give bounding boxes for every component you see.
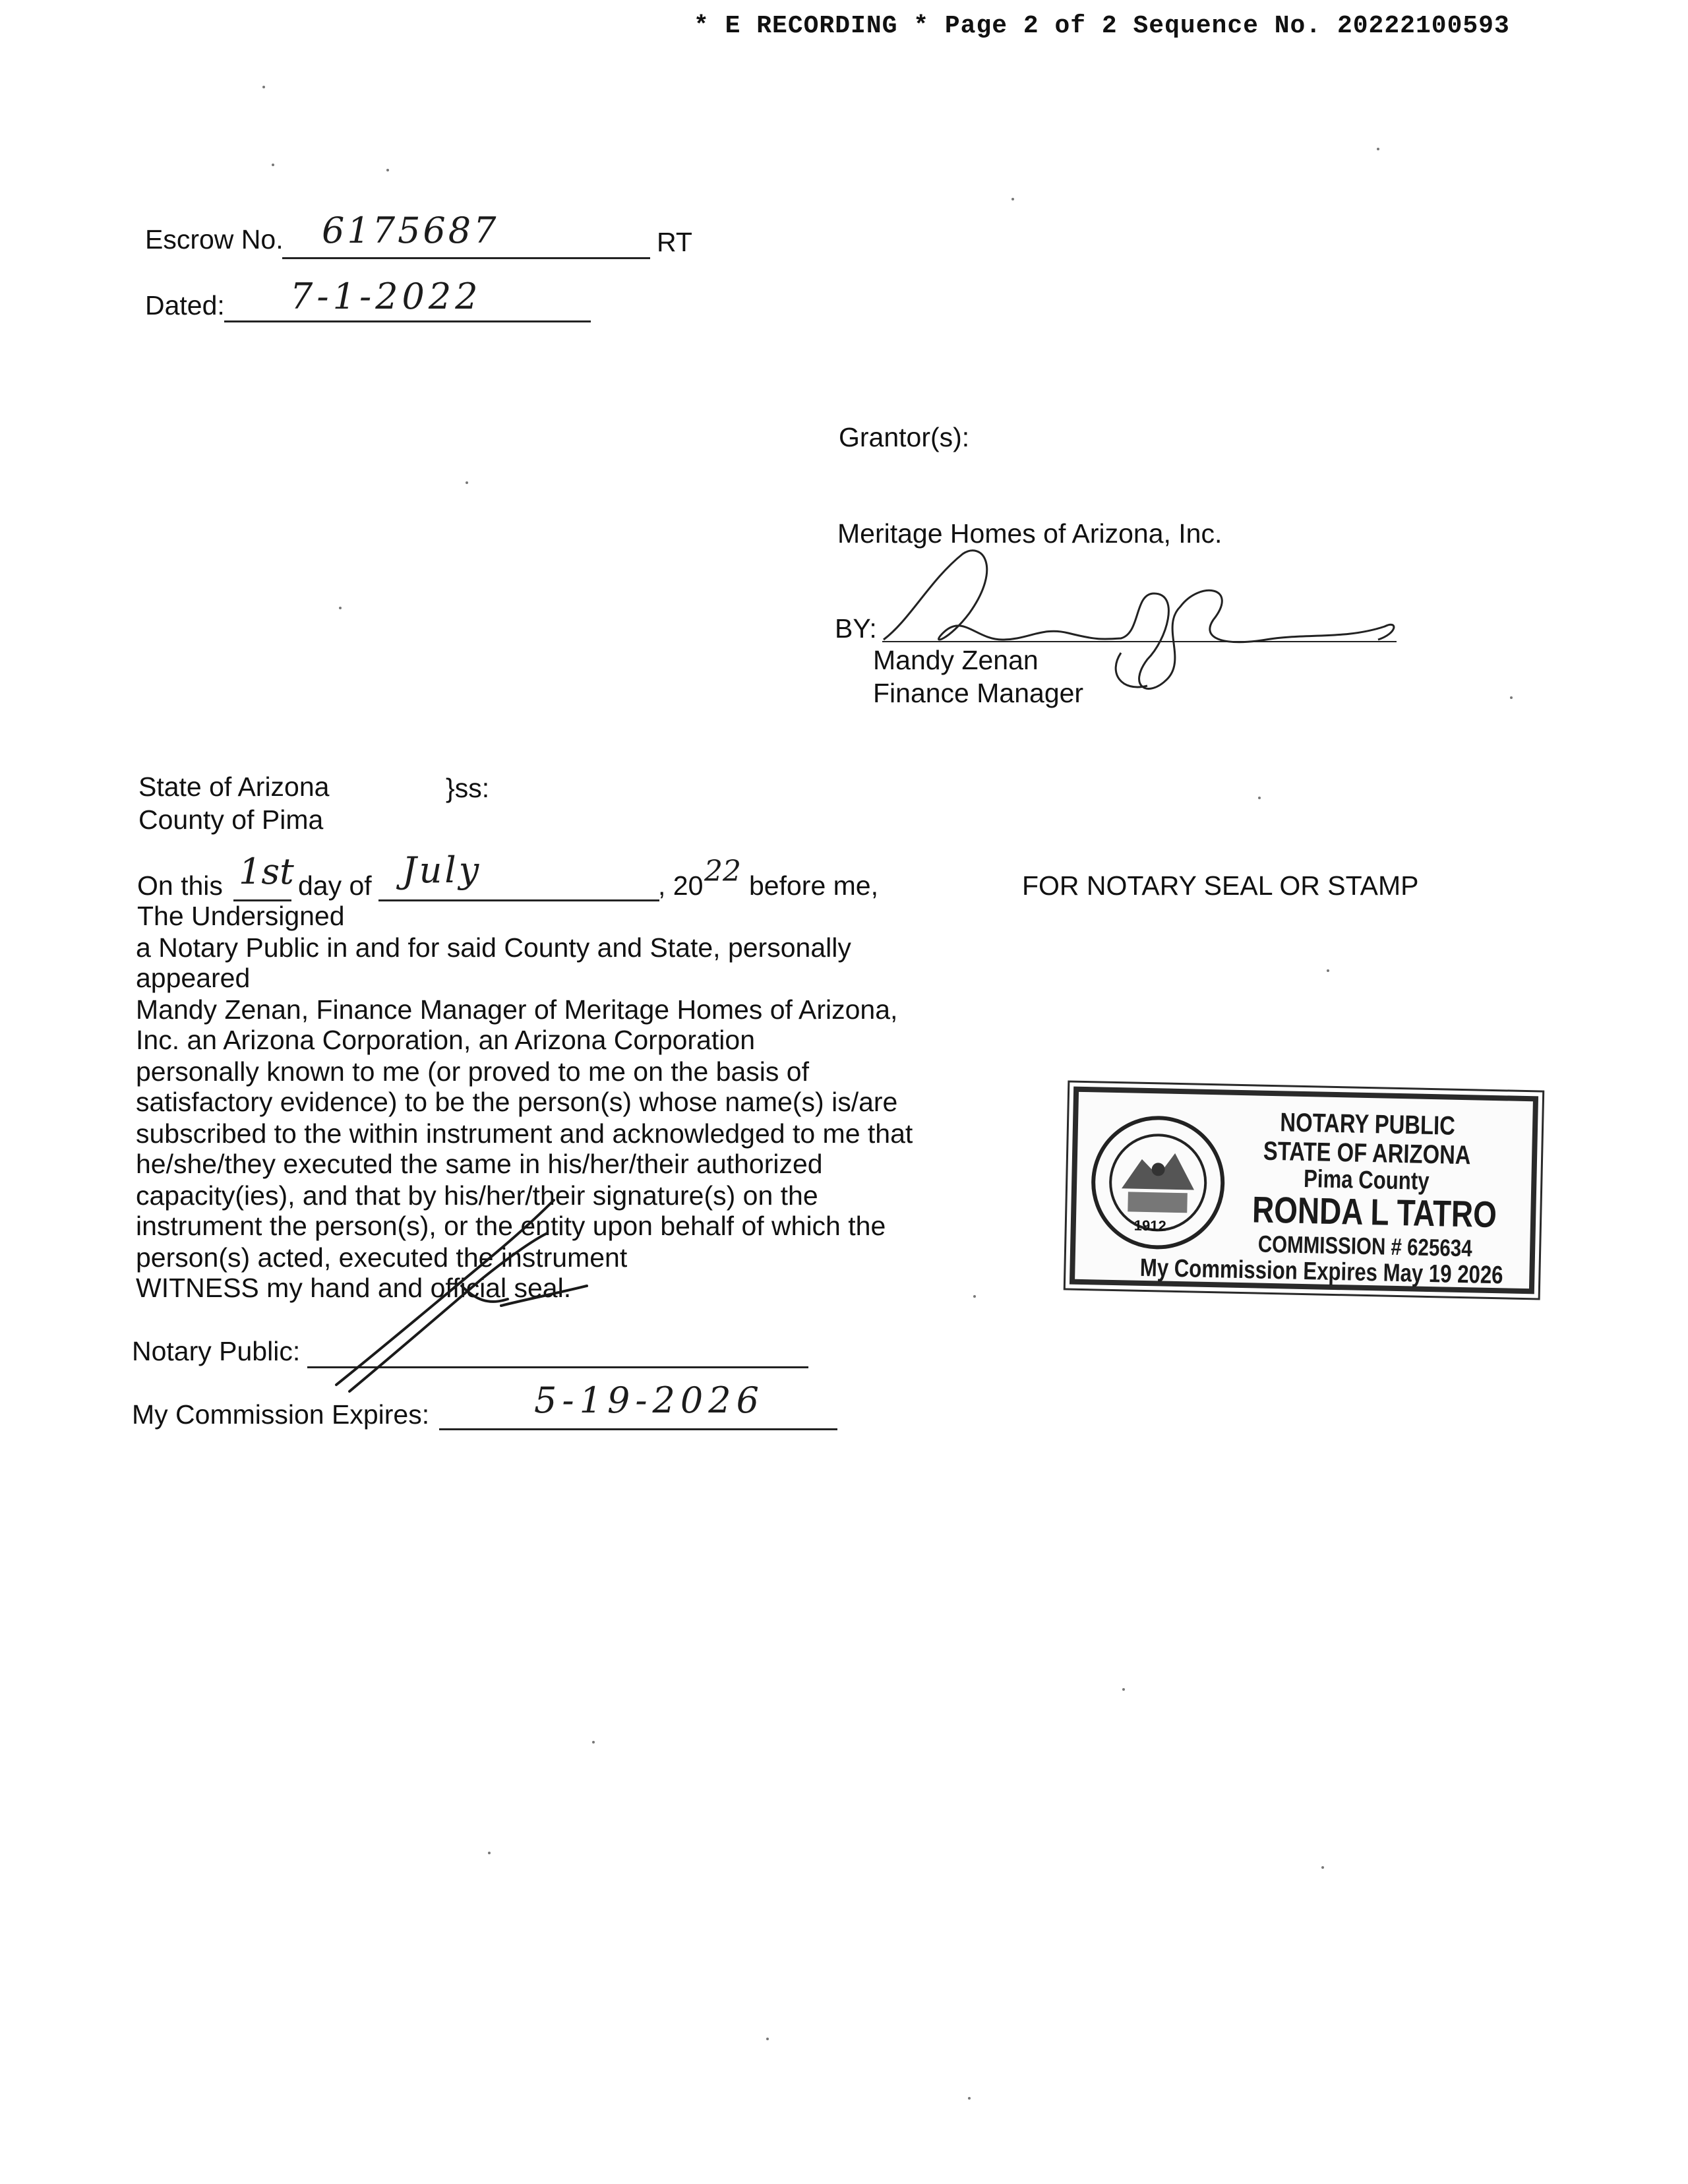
ack-line: WITNESS my hand and official seal. <box>136 1273 572 1303</box>
stamp-commission: COMMISSION # 625634 <box>1257 1230 1473 1262</box>
grantor-label: Grantor(s): <box>839 422 970 452</box>
ack-line: person(s) acted, executed the instrument <box>136 1242 628 1273</box>
month-underline <box>378 899 659 901</box>
ack-day-of: day of <box>298 870 372 901</box>
venue-state: State of Arizona <box>138 772 330 802</box>
ack-undersigned: The Undersigned <box>137 901 345 931</box>
ack-line: instrument the person(s), or the entity upon behalf of which the <box>136 1211 886 1241</box>
ack-line: a Notary Public in and for said County and State, personally <box>136 932 851 963</box>
ack-line: appeared <box>136 963 251 993</box>
escrow-suffix: RT <box>657 227 692 257</box>
notary-signature <box>330 1187 607 1405</box>
ack-year-prefix: , 20 <box>658 870 704 901</box>
stamp-line3: Pima County <box>1303 1165 1430 1196</box>
stamp-line2: STATE OF ARIZONA <box>1263 1136 1471 1170</box>
commission-expires-value: 5-19-2026 <box>534 1380 764 1421</box>
stamp-expires: My Commission Expires May 19 2026 <box>1139 1254 1503 1290</box>
ack-before-me: before me, <box>749 870 878 901</box>
ack-line: Mandy Zenan, Finance Manager of Meritage Homes of Arizona, <box>136 994 898 1025</box>
ack-day-value: 1st <box>239 851 294 892</box>
by-label: BY: <box>835 613 877 644</box>
seal-area-label: FOR NOTARY SEAL OR STAMP <box>1022 870 1419 901</box>
dated-underline <box>224 320 591 322</box>
signer-title: Finance Manager <box>873 678 1084 708</box>
ack-on-this: On this <box>137 870 223 901</box>
ack-line: Inc. an Arizona Corporation, an Arizona Corporation <box>136 1025 755 1055</box>
dated-value: 7-1-2022 <box>290 276 482 317</box>
stamp-line1: NOTARY PUBLIC <box>1279 1108 1456 1141</box>
venue-county: County of Pima <box>138 804 324 835</box>
dated-label: Dated: <box>145 290 225 320</box>
seal-year: 1912 <box>1133 1217 1167 1234</box>
signer-name: Mandy Zenan <box>873 645 1039 675</box>
venue-ss: }ss: <box>446 773 490 803</box>
ack-line: personally known to me (or proved to me on the basis of <box>136 1056 809 1087</box>
ack-line: subscribed to the within instrument and acknowledged to me that <box>136 1118 913 1149</box>
commission-expires-label: My Commission Expires: <box>132 1399 430 1430</box>
commission-expires-line <box>439 1428 837 1430</box>
grantor-company: Meritage Homes of Arizona, Inc. <box>837 518 1222 549</box>
notary-stamp <box>1070 1087 1538 1294</box>
ack-year-value: 22 <box>704 855 741 888</box>
escrow-underline <box>282 257 650 259</box>
recording-header: * E RECORDING * Page 2 of 2 Sequence No. 20222100593 <box>694 12 1510 40</box>
stamp-name: RONDA L TATRO <box>1251 1188 1497 1236</box>
escrow-number: 6175687 <box>322 210 499 251</box>
ack-line: he/she/they executed the same in his/her/their authorized <box>136 1149 823 1179</box>
ack-month-value: July <box>402 849 482 891</box>
escrow-label: Escrow No. <box>145 224 284 255</box>
ack-line: capacity(ies), and that by his/her/their signature(s) on the <box>136 1180 818 1211</box>
ack-line: satisfactory evidence) to be the person(s) whose name(s) is/are <box>136 1087 898 1117</box>
notary-public-label: Notary Public: <box>132 1336 301 1366</box>
